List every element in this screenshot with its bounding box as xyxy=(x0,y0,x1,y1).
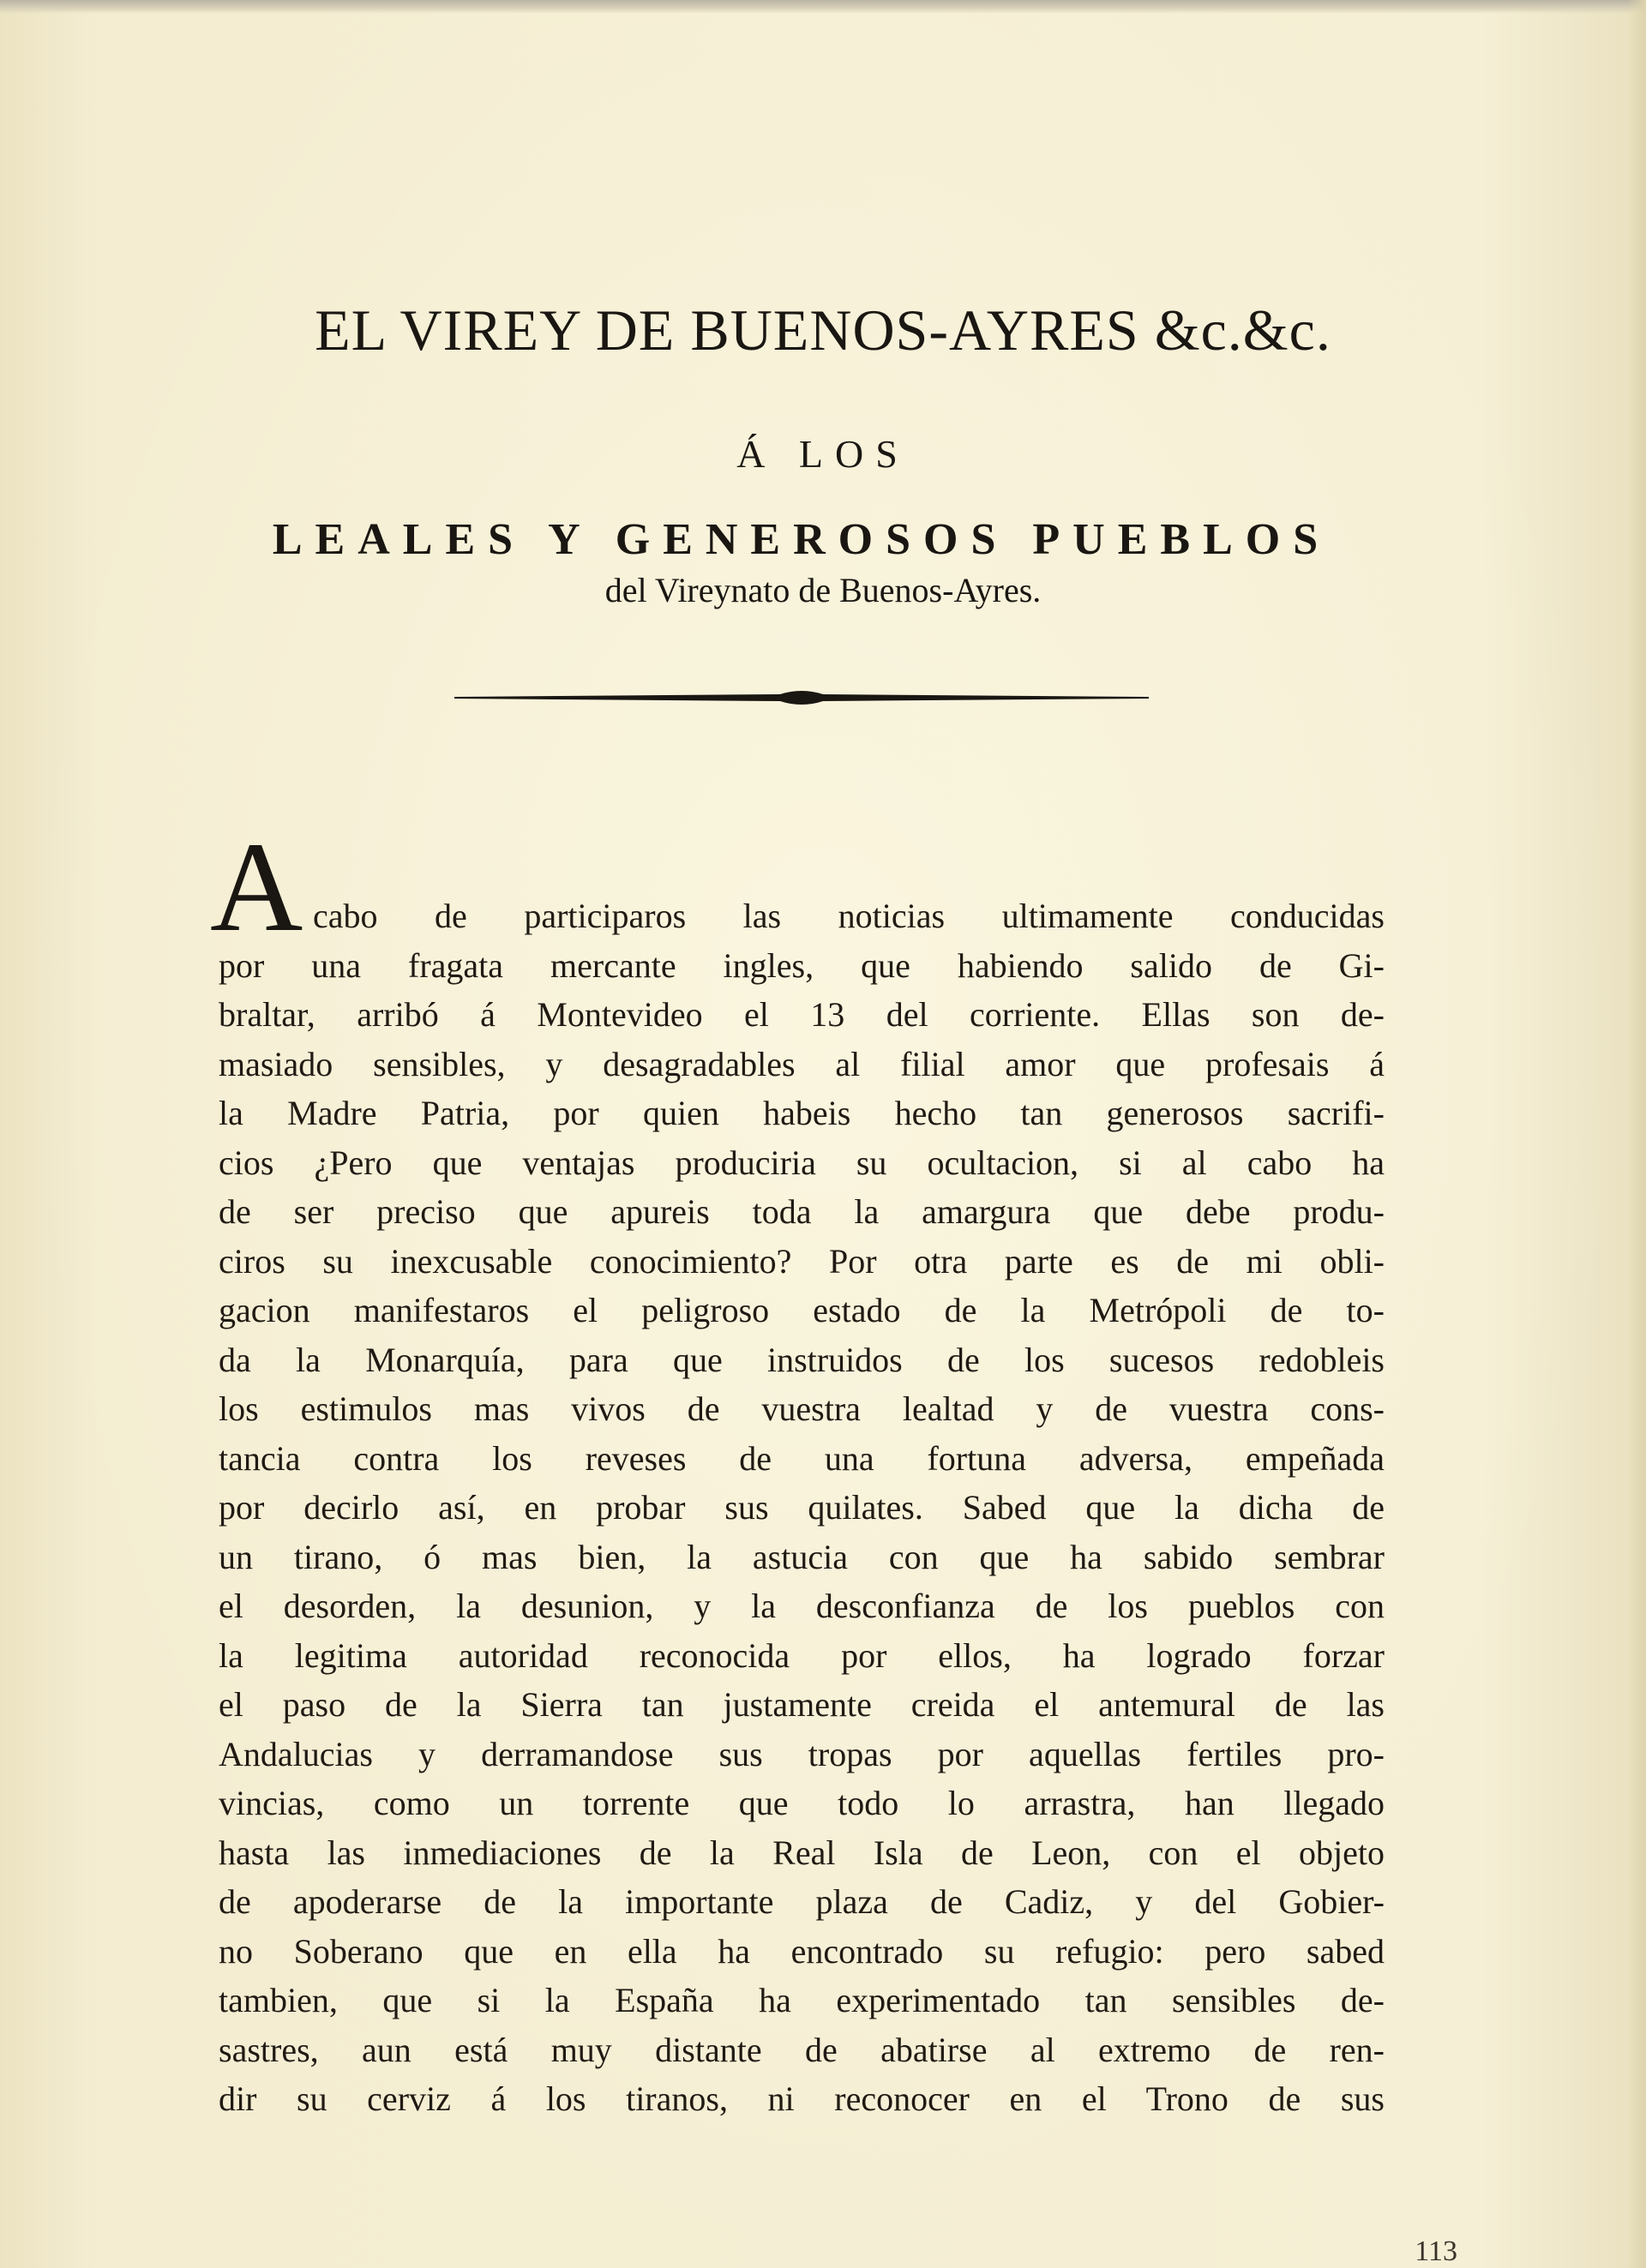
body-line: tancia contra los reveses de una fortuna adversa, empeñada xyxy=(219,1438,1385,1478)
body-line: el paso de la Sierra tan justamente creida el antemural de las xyxy=(219,1685,1385,1724)
body-line: cabo de participaros las noticias ultimamente conducidas xyxy=(313,897,1385,935)
body-line: no Soberano que en ella ha encontrado su refugio: pero sabed xyxy=(219,1931,1385,1971)
body-line: ciros su inexcusable conocimiento? Por otra parte es de mi obli- xyxy=(219,1241,1385,1281)
body-line: los estimulos mas vivos de vuestra lealtad y de vuestra cons- xyxy=(219,1389,1385,1428)
body-line: el desorden, la desunion, y la desconfianza de los pueblos con xyxy=(219,1587,1385,1625)
body-line: hasta las inmediaciones de la Real Isla de Leon, con el objeto xyxy=(219,1833,1385,1872)
addressee-subheading: del Vireynato de Buenos-Ayres. xyxy=(604,571,1042,609)
body-line: braltar, arribó á Montevideo el 13 del corriente. Ellas son de- xyxy=(219,995,1385,1034)
dedication-line: Á LOS xyxy=(736,432,910,476)
document-title: EL VIREY DE BUENOS-AYRES &c.&c. xyxy=(315,297,1331,363)
body-line: de ser preciso que apureis toda la amargura que debe produ- xyxy=(219,1192,1385,1231)
body-line: da la Monarquía, para que instruidos de los sucesos redobleis xyxy=(219,1340,1385,1379)
body-line: sastres, aun está muy distante de abatirse al extremo de ren- xyxy=(219,2030,1385,2069)
ornamental-rule xyxy=(454,682,1149,713)
addressee-heading: LEALES Y GENEROSOS PUEBLOS xyxy=(272,515,1331,564)
body-line: masiado sensibles, y desagradables al filial amor que profesais á xyxy=(219,1044,1385,1083)
body-line: la legitima autoridad reconocida por ellos, ha logrado forzar xyxy=(219,1635,1385,1675)
body-line: Andalucias y derramandose sus tropas por aquellas fertiles pro- xyxy=(219,1734,1385,1773)
body-text xyxy=(219,891,1385,2124)
body-line: dir su cerviz á los tiranos, ni reconocer en el Trono de sus xyxy=(219,2079,1385,2118)
drop-cap: A xyxy=(210,816,303,958)
page-top-edge xyxy=(0,0,1646,14)
page-number: 113 xyxy=(1415,2235,1457,2267)
body-line: por decirlo así, en probar sus quilates. Sabed que la dicha de xyxy=(219,1488,1385,1527)
body-line: gacion manifestaros el peligroso estado de la Metrópoli de to- xyxy=(219,1291,1385,1329)
body-line: vincias, como un torrente que todo lo arrastra, han llegado xyxy=(219,1784,1385,1822)
body-line: tambien, que si la España ha experimentado tan sensibles de- xyxy=(219,1981,1385,2019)
body-line: la Madre Patria, por quien habeis hecho tan generosos sacrifi- xyxy=(219,1094,1385,1132)
body-line: un tirano, ó mas bien, la astucia con que ha sabido sembrar xyxy=(219,1537,1385,1576)
body-line: de apoderarse de la importante plaza de Cadiz, y del Gobier- xyxy=(219,1882,1385,1921)
body-line: cios ¿Pero que ventajas produciria su ocultacion, si al cabo ha xyxy=(219,1143,1385,1182)
body-line: por una fragata mercante ingles, que habiendo salido de Gi- xyxy=(219,945,1385,985)
